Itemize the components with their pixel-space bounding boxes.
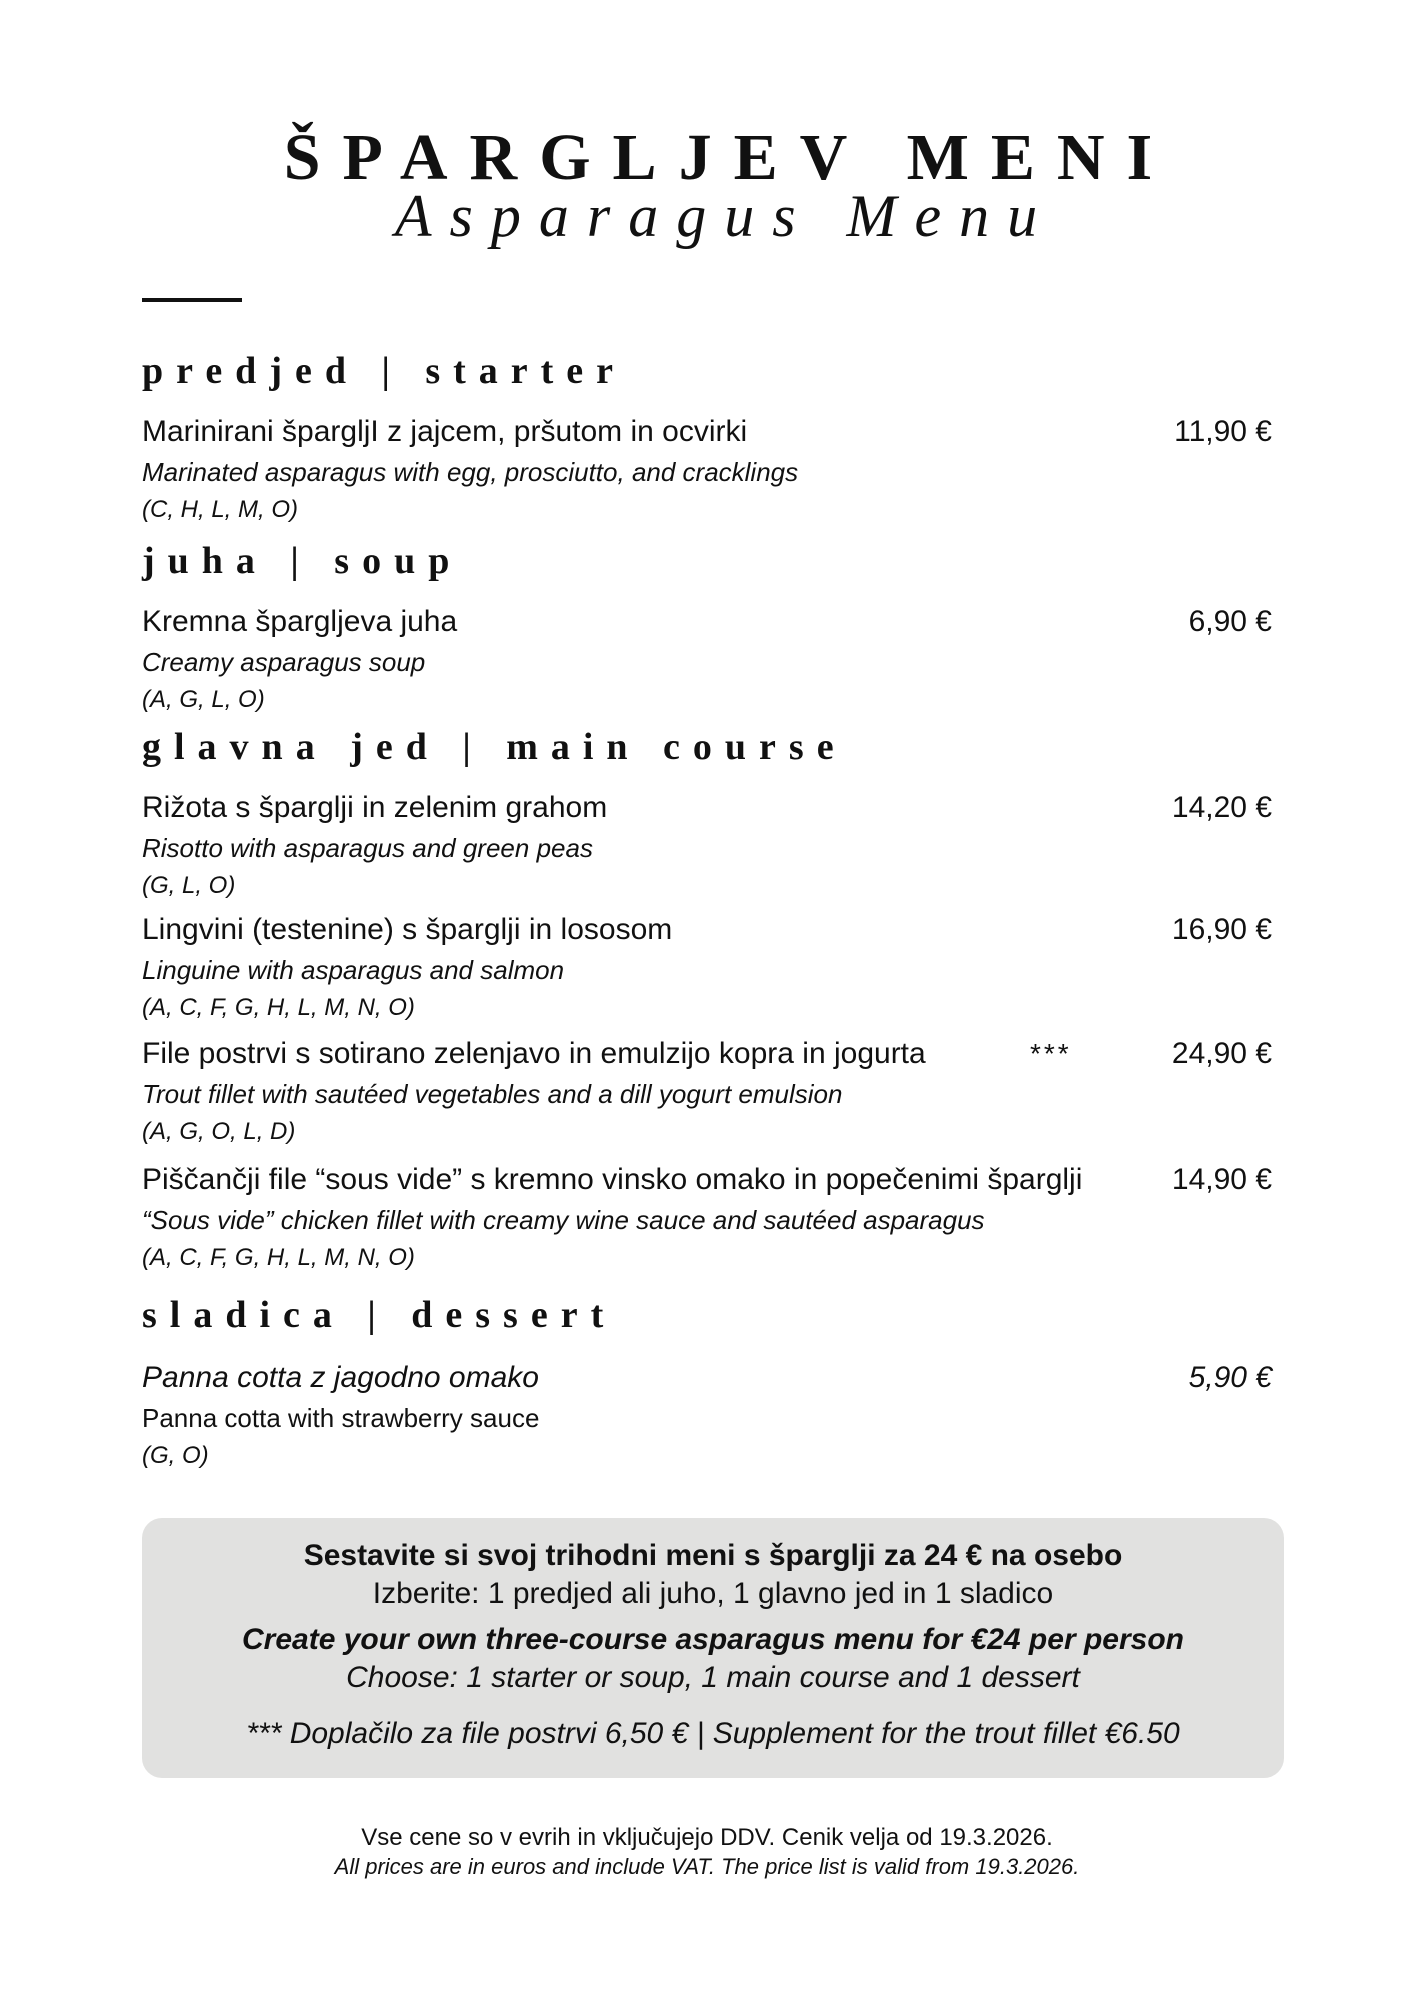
item-name: Panna cotta z jagodno omako <box>142 1361 539 1394</box>
section-heading-starter: predjed | starter <box>142 350 627 392</box>
item-price: 14,90 € <box>1171 1163 1272 1196</box>
item-name: File postrvi s sotirano zelenjavo in emulzijo kopra in jogurta <box>142 1037 926 1070</box>
promo-title-en: Create your own three-course asparagus menu for €24 per person <box>242 1623 1184 1656</box>
item-name-en: Panna cotta with strawberry sauce <box>142 1403 540 1433</box>
section-heading-soup: juha | soup <box>142 540 463 582</box>
menu-title: ŠPARGLJEV MENI <box>283 121 1175 194</box>
item-allergens: (G, O) <box>142 1442 209 1469</box>
item-price: 5,90 € <box>1188 1361 1272 1394</box>
item-name: Marinirani špargljI z jajcem, pršutom in ocvirki <box>142 415 748 448</box>
footer-note-en: All prices are in euros and include VAT. The price list is valid from 19.3.2026. <box>334 1854 1080 1879</box>
menu-item <box>142 1034 1282 1150</box>
item-price: 11,90 € <box>1174 415 1272 448</box>
item-name-en: “Sous vide” chicken fillet with creamy wine sauce and sautéed asparagus <box>142 1205 985 1235</box>
footer-note-sl: Vse cene so v evrih in vključujejo DDV. Cenik velja od 19.3.2026. <box>361 1824 1053 1851</box>
promo-title-sl: Sestavite si svoj trihodni meni s šparglji za 24 € na osebo <box>303 1539 1123 1572</box>
item-name-en: Linguine with asparagus and salmon <box>142 955 565 985</box>
item-price: 14,20 € <box>1171 791 1272 824</box>
item-price: 24,90 € <box>1171 1037 1272 1070</box>
promo-text-sl: Izberite: 1 predjed ali juho, 1 glavno jed in 1 sladico <box>372 1577 1054 1610</box>
item-price: 6,90 € <box>1188 605 1272 638</box>
promo-box <box>142 1518 1284 1778</box>
item-allergens: (C, H, L, M, O) <box>142 496 298 523</box>
menu-item <box>142 910 1282 1026</box>
menu-item <box>142 412 1282 528</box>
menu-item <box>142 1358 1282 1474</box>
item-name: Piščančji file “sous vide” s kremno vinsko omako in popečenimi šparglji <box>142 1163 1083 1196</box>
item-allergens: (A, C, F, G, H, L, M, N, O) <box>142 1244 415 1271</box>
item-name: Lingvini (testenine) s šparglji in lososom <box>142 913 673 946</box>
item-allergens: (A, G, O, L, D) <box>142 1118 296 1145</box>
item-name: Rižota s šparglji in zelenim grahom <box>142 791 608 824</box>
item-allergens: (A, G, L, O) <box>142 686 265 713</box>
menu-item <box>142 602 1282 718</box>
section-heading-dessert: sladica | dessert <box>142 1294 617 1336</box>
item-price: 16,90 € <box>1171 913 1272 946</box>
item-allergens: (G, L, O) <box>142 872 236 899</box>
item-name-en: Trout fillet with sautéed vegetables and a dill yogurt emulsion <box>142 1079 843 1109</box>
supplement-marker: *** <box>1030 1038 1072 1069</box>
item-name-en: Creamy asparagus soup <box>142 647 426 677</box>
item-name: Kremna šparglјeva juha <box>142 605 458 638</box>
section-heading-main: glavna jed | main course <box>142 726 847 768</box>
promo-supplement: *** Doplačilo za file postrvi 6,50 € | Supplement for the trout fillet €6.50 <box>246 1717 1180 1750</box>
item-name-en: Marinated asparagus with egg, prosciutto, and cracklings <box>142 457 799 487</box>
menu-item <box>142 788 1282 904</box>
menu-item <box>142 1160 1282 1276</box>
title-divider <box>142 298 242 302</box>
promo-text-en: Choose: 1 starter or soup, 1 main course and 1 dessert <box>346 1661 1080 1694</box>
item-allergens: (A, C, F, G, H, L, M, N, O) <box>142 994 415 1021</box>
item-name-en: Risotto with asparagus and green peas <box>142 833 593 863</box>
menu-subtitle: Asparagus Menu <box>394 183 1056 249</box>
